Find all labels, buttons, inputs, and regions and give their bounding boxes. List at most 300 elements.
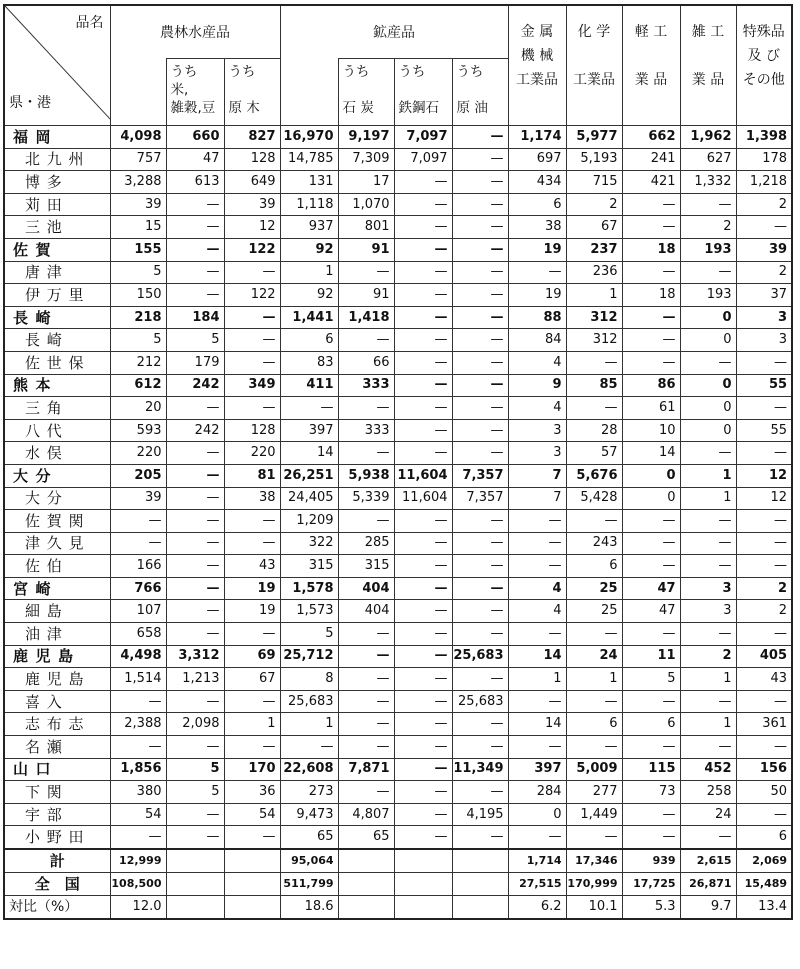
value-cell: — (622, 216, 680, 239)
value-cell: 184 (166, 306, 224, 329)
value-cell: 43 (736, 668, 792, 691)
row-label: 福岡 (4, 126, 110, 149)
value-cell: — (566, 623, 622, 646)
value-cell: — (680, 623, 736, 646)
value-cell: — (680, 826, 736, 849)
value-cell: — (166, 464, 224, 487)
value-cell: — (736, 623, 792, 646)
value-cell: 37 (736, 284, 792, 307)
value-cell: 4 (508, 351, 566, 374)
value-cell: 939 (622, 849, 680, 873)
value-cell: — (736, 510, 792, 533)
value-cell: 8 (280, 668, 338, 691)
agri-group-header: 農林水産品 (110, 5, 280, 59)
value-cell: 5 (166, 781, 224, 804)
value-cell: 17 (338, 171, 394, 194)
port-row (4, 351, 792, 374)
row-label: 苅田 (4, 193, 110, 216)
value-cell: 1,118 (280, 193, 338, 216)
value-cell: — (338, 510, 394, 533)
row-label: 油津 (4, 623, 110, 646)
value-cell: 220 (224, 442, 280, 465)
value-cell: 65 (338, 826, 394, 849)
value-cell: 47 (166, 148, 224, 171)
value-cell: 1 (280, 713, 338, 736)
value-cell: 65 (280, 826, 338, 849)
value-cell: 5,938 (338, 464, 394, 487)
value-cell: 11 (622, 645, 680, 668)
value-cell: — (508, 555, 566, 578)
value-cell: 4 (508, 397, 566, 420)
row-label: 大分 (4, 464, 110, 487)
value-cell: — (166, 284, 224, 307)
value-cell: 12 (736, 464, 792, 487)
value-cell: — (338, 623, 394, 646)
value-cell: 243 (566, 532, 622, 555)
value-cell: — (452, 668, 508, 691)
value-cell: — (394, 171, 452, 194)
value-cell: 5 (166, 758, 224, 781)
value-cell: — (452, 532, 508, 555)
value-cell: — (166, 532, 224, 555)
value-cell: — (566, 826, 622, 849)
value-cell: 69 (224, 645, 280, 668)
value-cell: 67 (224, 668, 280, 691)
crude-oil-subheader: うち 原 油 (452, 59, 508, 126)
value-cell: 452 (680, 758, 736, 781)
value-cell: 1 (680, 668, 736, 691)
value-cell: 39 (110, 487, 166, 510)
value-cell: 2,098 (166, 713, 224, 736)
value-cell: 122 (224, 284, 280, 307)
value-cell: 38 (508, 216, 566, 239)
value-cell: — (280, 397, 338, 420)
value-cell: — (452, 126, 508, 149)
value-cell: 1,962 (680, 126, 736, 149)
value-cell: 715 (566, 171, 622, 194)
value-cell: 6.2 (508, 896, 566, 919)
value-cell: 73 (622, 781, 680, 804)
metal-machinery-header: 金 属 機 械 工業品 (508, 5, 566, 126)
value-cell: — (622, 623, 680, 646)
value-cell: 1,174 (508, 126, 566, 149)
value-cell: 284 (508, 781, 566, 804)
value-cell: — (452, 510, 508, 533)
row-label: 宇部 (4, 803, 110, 826)
value-cell: — (452, 193, 508, 216)
value-cell: 4,098 (110, 126, 166, 149)
value-cell: 24 (566, 645, 622, 668)
value-cell: 0 (622, 464, 680, 487)
value-cell: 1,573 (280, 600, 338, 623)
value-cell: 315 (280, 555, 338, 578)
value-cell: — (622, 826, 680, 849)
value-cell: 25,683 (452, 690, 508, 713)
value-cell: — (508, 532, 566, 555)
value-cell: 2,388 (110, 713, 166, 736)
value-cell: 54 (110, 803, 166, 826)
value-cell: — (736, 803, 792, 826)
port-row (4, 148, 792, 171)
statistics-table-container (3, 4, 793, 920)
value-cell: 91 (338, 284, 394, 307)
value-cell: 3,288 (110, 171, 166, 194)
value-cell: 26,251 (280, 464, 338, 487)
value-cell: 0 (680, 419, 736, 442)
value-cell: — (622, 329, 680, 352)
value-cell: 13.4 (736, 896, 792, 919)
value-cell: 83 (280, 351, 338, 374)
value-cell: — (394, 306, 452, 329)
value-cell: 766 (110, 577, 166, 600)
value-cell: — (394, 284, 452, 307)
port-row (4, 668, 792, 691)
value-cell: 18 (622, 284, 680, 307)
value-cell: — (338, 442, 394, 465)
value-cell: — (680, 351, 736, 374)
value-cell: — (508, 690, 566, 713)
value-cell: 9,197 (338, 126, 394, 149)
value-cell: — (394, 623, 452, 646)
value-cell: 12 (736, 487, 792, 510)
value-cell: 12 (224, 216, 280, 239)
value-cell: — (394, 329, 452, 352)
value-cell: 5,339 (338, 487, 394, 510)
timber-subheader: うち 原 木 (224, 59, 280, 126)
value-cell: 6 (622, 713, 680, 736)
port-row (4, 329, 792, 352)
value-cell: — (452, 577, 508, 600)
value-cell: 285 (338, 532, 394, 555)
value-cell: — (224, 397, 280, 420)
value-cell: 380 (110, 781, 166, 804)
value-cell: 166 (110, 555, 166, 578)
value-cell: — (166, 803, 224, 826)
value-cell (224, 849, 280, 873)
prefecture-row (4, 374, 792, 397)
value-cell: 25 (566, 577, 622, 600)
value-cell: 277 (566, 781, 622, 804)
value-cell: — (166, 216, 224, 239)
value-cell: — (338, 645, 394, 668)
row-label: 小野田 (4, 826, 110, 849)
value-cell: 9.7 (680, 896, 736, 919)
value-cell: — (622, 803, 680, 826)
value-cell: 7 (508, 487, 566, 510)
value-cell: 14 (280, 442, 338, 465)
value-cell: 205 (110, 464, 166, 487)
value-cell: 662 (622, 126, 680, 149)
misc-industry-header: 雑 工 業 品 (680, 5, 736, 126)
value-cell: — (452, 374, 508, 397)
value-cell: 54 (224, 803, 280, 826)
value-cell: 67 (566, 216, 622, 239)
value-cell: — (394, 781, 452, 804)
value-cell: — (452, 781, 508, 804)
value-cell: 85 (566, 374, 622, 397)
value-cell: — (338, 713, 394, 736)
value-cell: 757 (110, 148, 166, 171)
value-cell: 5 (622, 668, 680, 691)
row-label: 八代 (4, 419, 110, 442)
value-cell: 170,999 (566, 873, 622, 896)
value-cell: 5 (166, 329, 224, 352)
value-cell: — (622, 555, 680, 578)
value-cell: — (452, 171, 508, 194)
port-row (4, 781, 792, 804)
value-cell: 10 (622, 419, 680, 442)
row-label: 熊本 (4, 374, 110, 397)
value-cell: 2 (736, 577, 792, 600)
value-cell: 15 (110, 216, 166, 239)
value-cell: 0 (680, 329, 736, 352)
value-cell: — (280, 736, 338, 759)
value-cell: 5,676 (566, 464, 622, 487)
value-cell: 11,604 (394, 464, 452, 487)
value-cell: — (394, 510, 452, 533)
value-cell: 7,357 (452, 487, 508, 510)
value-cell: — (394, 419, 452, 442)
value-cell: 404 (338, 600, 394, 623)
ratio-row (4, 896, 792, 919)
value-cell: 4,807 (338, 803, 394, 826)
value-cell: — (622, 532, 680, 555)
value-cell: 11,349 (452, 758, 508, 781)
value-cell: 27,515 (508, 873, 566, 896)
value-cell: 26,871 (680, 873, 736, 896)
corner-header-cell (4, 5, 110, 126)
value-cell: 3 (680, 600, 736, 623)
value-cell (452, 873, 508, 896)
row-label: 全 国 (4, 873, 110, 896)
value-cell: — (452, 216, 508, 239)
value-cell: 312 (566, 306, 622, 329)
value-cell: — (394, 216, 452, 239)
value-cell: 25 (566, 600, 622, 623)
value-cell: 55 (736, 374, 792, 397)
port-row (4, 171, 792, 194)
value-cell: 241 (622, 148, 680, 171)
value-cell: 7,097 (394, 148, 452, 171)
value-cell: 220 (110, 442, 166, 465)
value-cell: — (736, 532, 792, 555)
value-cell: — (394, 736, 452, 759)
value-cell: 1 (680, 713, 736, 736)
value-cell: 61 (622, 397, 680, 420)
value-cell: — (224, 329, 280, 352)
value-cell (394, 896, 452, 919)
value-cell: 39 (736, 238, 792, 261)
value-cell: 1 (566, 668, 622, 691)
value-cell: 2 (736, 193, 792, 216)
value-cell: — (110, 736, 166, 759)
value-cell: 212 (110, 351, 166, 374)
row-label: 水俣 (4, 442, 110, 465)
value-cell: 43 (224, 555, 280, 578)
value-cell: 50 (736, 781, 792, 804)
row-label: 志布志 (4, 713, 110, 736)
value-cell: 128 (224, 148, 280, 171)
value-cell: 1,514 (110, 668, 166, 691)
value-cell: — (224, 351, 280, 374)
value-cell (166, 896, 224, 919)
value-cell: — (452, 148, 508, 171)
value-cell: — (224, 306, 280, 329)
value-cell: 312 (566, 329, 622, 352)
value-cell: — (394, 555, 452, 578)
value-cell: 9 (508, 374, 566, 397)
value-cell: 25,683 (280, 690, 338, 713)
value-cell: 218 (110, 306, 166, 329)
value-cell: — (452, 261, 508, 284)
value-cell: 17,346 (566, 849, 622, 873)
value-cell: 6 (508, 193, 566, 216)
light-industry-header: 軽 工 業 品 (622, 5, 680, 126)
value-cell: — (394, 826, 452, 849)
value-cell: — (338, 261, 394, 284)
value-cell: — (680, 193, 736, 216)
value-cell: 88 (508, 306, 566, 329)
port-row (4, 442, 792, 465)
value-cell: 1 (508, 668, 566, 691)
value-cell: 131 (280, 171, 338, 194)
value-cell: — (508, 261, 566, 284)
value-cell: 1,070 (338, 193, 394, 216)
port-row (4, 216, 792, 239)
value-cell: — (394, 713, 452, 736)
value-cell: 511,799 (280, 873, 338, 896)
rice-grain-subheader: うち 米, 雑穀,豆 (166, 59, 224, 126)
value-cell: 2 (736, 600, 792, 623)
value-cell: 16,970 (280, 126, 338, 149)
value-cell: 405 (736, 645, 792, 668)
value-cell: 57 (566, 442, 622, 465)
value-cell: 258 (680, 781, 736, 804)
value-cell: — (566, 736, 622, 759)
value-cell: — (338, 329, 394, 352)
value-cell: — (452, 555, 508, 578)
value-cell (338, 873, 394, 896)
value-cell: 1,213 (166, 668, 224, 691)
value-cell: 22,608 (280, 758, 338, 781)
value-cell: 47 (622, 577, 680, 600)
value-cell (338, 896, 394, 919)
value-cell: 333 (338, 374, 394, 397)
value-cell: 92 (280, 238, 338, 261)
value-cell: 81 (224, 464, 280, 487)
row-label: 北九州 (4, 148, 110, 171)
row-label: 宮崎 (4, 577, 110, 600)
value-cell (224, 873, 280, 896)
prefecture-row (4, 577, 792, 600)
port-row (4, 736, 792, 759)
port-row (4, 397, 792, 420)
value-cell: — (394, 238, 452, 261)
value-cell: 827 (224, 126, 280, 149)
value-cell: 86 (622, 374, 680, 397)
row-label: 佐伯 (4, 555, 110, 578)
value-cell: — (452, 306, 508, 329)
value-cell: — (110, 532, 166, 555)
mineral-total-subheader (280, 59, 338, 126)
value-cell: 95,064 (280, 849, 338, 873)
value-cell: 179 (166, 351, 224, 374)
value-cell: — (566, 690, 622, 713)
value-cell: 1,418 (338, 306, 394, 329)
value-cell: 6 (280, 329, 338, 352)
value-cell: 1 (280, 261, 338, 284)
value-cell: 5 (280, 623, 338, 646)
port-row (4, 261, 792, 284)
value-cell: — (452, 442, 508, 465)
prefecture-row (4, 238, 792, 261)
value-cell: 7,357 (452, 464, 508, 487)
value-cell: 25,683 (452, 645, 508, 668)
value-cell: 613 (166, 171, 224, 194)
row-label: 大分 (4, 487, 110, 510)
value-cell: — (680, 555, 736, 578)
chemical-header: 化 学 工業品 (566, 5, 622, 126)
value-cell: — (452, 329, 508, 352)
value-cell: 0 (680, 374, 736, 397)
value-cell: 649 (224, 171, 280, 194)
value-cell: — (394, 758, 452, 781)
value-cell: — (394, 532, 452, 555)
value-cell (166, 849, 224, 873)
port-row (4, 713, 792, 736)
value-cell: 612 (110, 374, 166, 397)
port-row (4, 419, 792, 442)
value-cell: — (338, 397, 394, 420)
value-cell: 658 (110, 623, 166, 646)
value-cell: 12.0 (110, 896, 166, 919)
value-cell: — (680, 736, 736, 759)
value-cell: — (452, 284, 508, 307)
value-cell: — (394, 577, 452, 600)
value-cell: — (452, 713, 508, 736)
value-cell: 24,405 (280, 487, 338, 510)
value-cell: 5,193 (566, 148, 622, 171)
value-cell: 2,615 (680, 849, 736, 873)
value-cell: 10.1 (566, 896, 622, 919)
value-cell: — (166, 397, 224, 420)
value-cell: — (166, 826, 224, 849)
value-cell: 937 (280, 216, 338, 239)
value-cell: — (394, 374, 452, 397)
value-cell: 14 (508, 713, 566, 736)
value-cell: 19 (508, 284, 566, 307)
value-cell: 107 (110, 600, 166, 623)
prefecture-row (4, 126, 792, 149)
value-cell: 122 (224, 238, 280, 261)
value-cell: 0 (680, 306, 736, 329)
value-cell: — (680, 532, 736, 555)
value-cell: 55 (736, 419, 792, 442)
value-cell: — (224, 826, 280, 849)
row-label: 喜入 (4, 690, 110, 713)
value-cell: — (224, 623, 280, 646)
value-cell: — (566, 351, 622, 374)
value-cell: 421 (622, 171, 680, 194)
value-cell: — (166, 577, 224, 600)
value-cell: 20 (110, 397, 166, 420)
port-cargo-statistics-table (3, 4, 793, 920)
value-cell (452, 849, 508, 873)
value-cell: — (166, 690, 224, 713)
row-label: 佐世保 (4, 351, 110, 374)
value-cell: — (680, 510, 736, 533)
prefecture-port-label: 県・港 (9, 95, 51, 111)
